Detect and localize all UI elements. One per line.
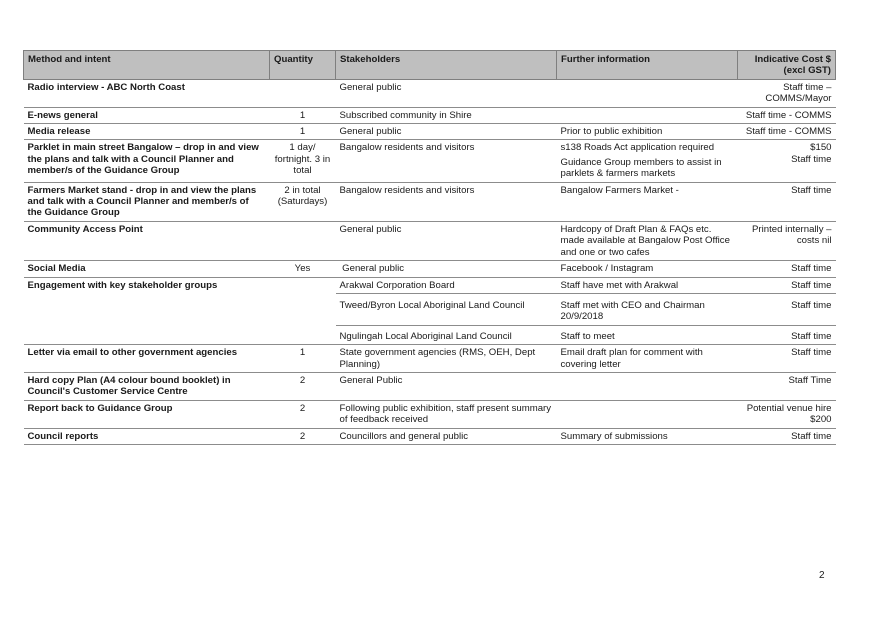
stakeholders-cell: General public [336, 124, 557, 140]
engagement-table [23, 50, 836, 445]
info-cell [557, 107, 738, 123]
cost-line: Staff time [791, 153, 832, 165]
header-stakeholders: Stakeholders [336, 51, 557, 80]
stakeholders-cell: General public [336, 261, 557, 277]
cost-cell: Staff time [738, 325, 836, 344]
cost-line: $150 [810, 142, 832, 154]
quantity-cell: 1 day/ fortnight. 3 in total [270, 140, 336, 182]
table-row [24, 221, 836, 260]
stakeholders-cell: Subscribed community in Shire [336, 107, 557, 123]
quantity-cell [270, 221, 336, 260]
stakeholders-cell: General public [336, 221, 557, 260]
info-cell: Hardcopy of Draft Plan & FAQs etc. made available at Bangalow Post Office and one or two cafes [557, 221, 738, 260]
cost-cell: Staff Time [738, 372, 836, 400]
cost-cell: Staff time – COMMS/Mayor [738, 79, 836, 107]
info-cell [557, 400, 738, 428]
quantity-cell: 2 [270, 372, 336, 400]
header-further-information: Further information [557, 51, 738, 80]
info-cell [557, 372, 738, 400]
table-row [24, 182, 836, 221]
header-method: Method and intent [24, 51, 270, 80]
method-cell: E-news general [24, 107, 270, 123]
cost-cell: Staff time [738, 182, 836, 221]
quantity-cell: 1 [270, 107, 336, 123]
stakeholders-cell: State government agencies (RMS, OEH, Dept Planning) [336, 345, 557, 373]
cost-cell: Staff time - COMMS [738, 107, 836, 123]
cost-cell [738, 140, 836, 182]
table-row [24, 277, 836, 293]
cost-cell: Staff time [738, 345, 836, 373]
cost-cell: Staff time [738, 277, 836, 293]
table-header-row [24, 51, 836, 80]
method-cell: Letter via email to other government agencies [24, 345, 270, 373]
info-cell [557, 79, 738, 107]
info-cell [557, 140, 738, 182]
stakeholders-cell: Councillors and general public [336, 428, 557, 444]
cost-cell: Staff time [738, 293, 836, 325]
method-cell: Hard copy Plan (A4 colour bound booklet) in Council's Customer Service Centre [24, 372, 270, 400]
info-cell: Prior to public exhibition [557, 124, 738, 140]
table-row [24, 124, 836, 140]
method-cell: Parklet in main street Bangalow – drop in and view the plans and talk with a Council Planner and member/s of the Guidance Group [24, 140, 270, 182]
header-indicative-cost: Indicative Cost $ (excl GST) [738, 51, 836, 80]
table-row [24, 79, 836, 107]
info-cell: Bangalow Farmers Market - [557, 182, 738, 221]
stakeholders-cell: Ngulingah Local Aboriginal Land Council [336, 325, 557, 344]
stakeholders-cell: Arakwal Corporation Board [336, 277, 557, 293]
table-row [24, 261, 836, 277]
method-cell: Engagement with key stakeholder groups [24, 277, 270, 345]
table-row [24, 372, 836, 400]
cost-cell: Staff time - COMMS [738, 124, 836, 140]
stakeholders-cell: Following public exhibition, staff present summary of feedback received [336, 400, 557, 428]
info-cell: Staff have met with Arakwal [557, 277, 738, 293]
quantity-cell: 2 in total (Saturdays) [270, 182, 336, 221]
table-row [24, 428, 836, 444]
stakeholders-cell: General Public [336, 372, 557, 400]
info-cell: Email draft plan for comment with covering letter [557, 345, 738, 373]
quantity-cell: 1 [270, 124, 336, 140]
table-row [24, 140, 836, 182]
info-cell: Summary of submissions [557, 428, 738, 444]
method-cell: Report back to Guidance Group [24, 400, 270, 428]
quantity-cell: 2 [270, 428, 336, 444]
quantity-cell: 1 [270, 345, 336, 373]
stakeholders-cell: General public [336, 79, 557, 107]
method-cell: Social Media [24, 261, 270, 277]
info-cell: Staff to meet [557, 325, 738, 344]
method-cell: Farmers Market stand - drop in and view the plans and talk with a Council Planner and member/s of the Guidance Group [24, 182, 270, 221]
quantity-cell: Yes [270, 261, 336, 277]
table-row [24, 345, 836, 373]
quantity-cell: 2 [270, 400, 336, 428]
cost-cell: Staff time [738, 261, 836, 277]
stakeholders-cell: Bangalow residents and visitors [336, 140, 557, 182]
cost-cell: Staff time [738, 428, 836, 444]
page-number: 2 [819, 570, 825, 581]
info-line: Guidance Group members to assist in parklets & farmers markets [560, 156, 722, 180]
quantity-cell [270, 79, 336, 107]
header-quantity: Quantity [270, 51, 336, 80]
info-line: s138 Roads Act application required [560, 142, 715, 154]
stakeholders-cell: Bangalow residents and visitors [336, 182, 557, 221]
info-cell: Staff met with CEO and Chairman 20/9/2018 [557, 293, 738, 325]
method-cell: Community Access Point [24, 221, 270, 260]
info-cell: Facebook / Instagram [557, 261, 738, 277]
cost-cell: Potential venue hire $200 [738, 400, 836, 428]
method-cell: Media release [24, 124, 270, 140]
method-cell: Council reports [24, 428, 270, 444]
quantity-cell [270, 277, 336, 345]
stakeholders-cell: Tweed/Byron Local Aboriginal Land Council [336, 293, 557, 325]
method-cell: Radio interview - ABC North Coast [24, 79, 270, 107]
table-row [24, 400, 836, 428]
cost-cell: Printed internally – costs nil [738, 221, 836, 260]
table-row [24, 107, 836, 123]
